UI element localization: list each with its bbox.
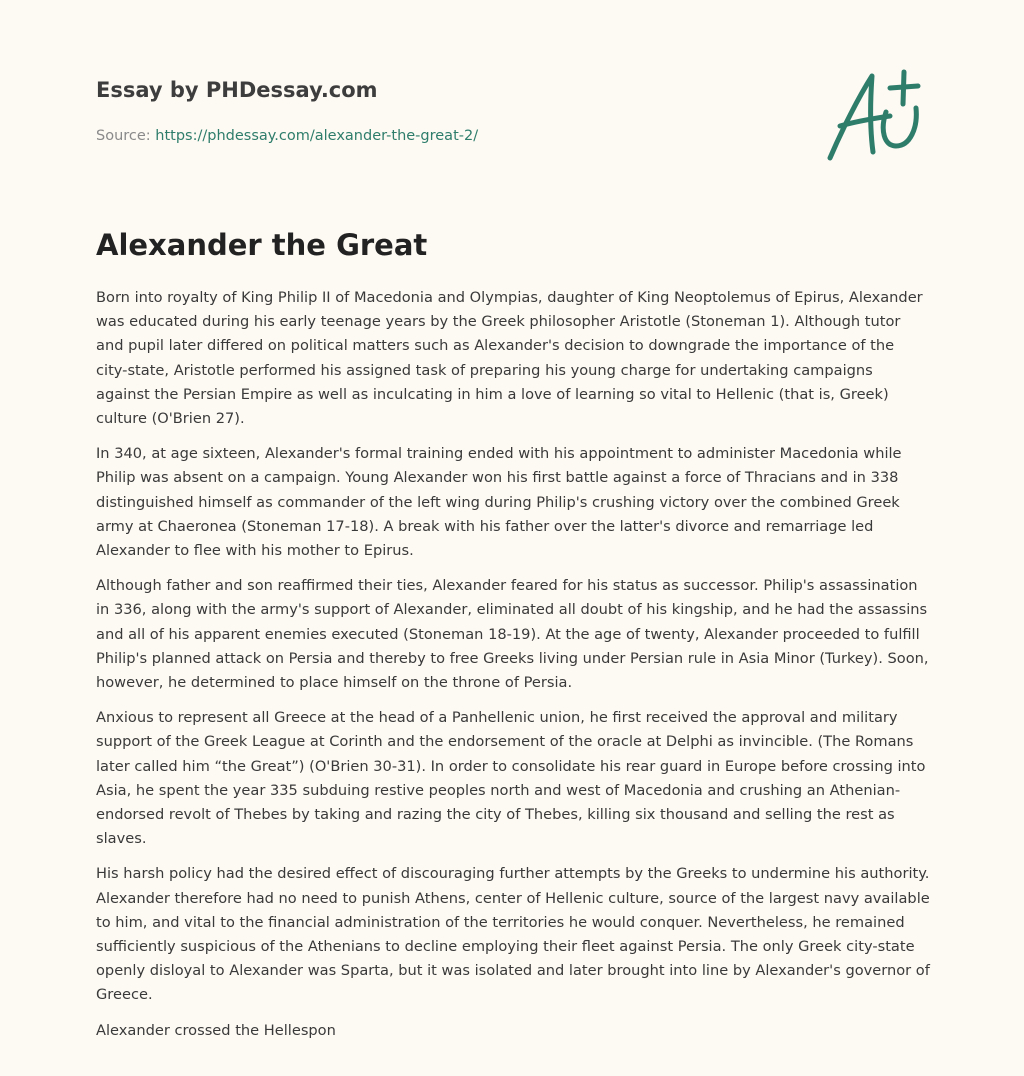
source-line [96, 126, 796, 146]
essay-paragraph: Alexander crossed the Hellespon [96, 1021, 336, 1039]
essay-paragraph: Anxious to represent all Greece at the head of a Panhellenic union, he first received the approval and military support of the Greek League at Corinth and the endorsement of the oracle at Delphi as invincible. (The Romans later called him “the Great”) (O'Brien 30-31). In order to consolidate his rear guard in Europe before crossing into Asia, he spent the year 335 subduing restive peoples north and west of Macedonia and crushing an Athenian-endorsed revolt of Thebes by taking and razing the city of Thebes, killing six thousand and selling the rest as slaves. [96, 709, 926, 848]
essay-paragraph: Although father and son reaffirmed their ties, Alexander feared for his status as successor. Philip's assassination in 336, along with the army's support of Alexander, eliminated all doubt of his kingship, and he had the assassins and all of his apparent enemies executed (Stoneman 18-19). At the age of twenty, Alexander proceeded to fulfill Philip's planned attack on Persia and thereby to free Greeks living under Persian rule in Asia Minor (Turkey). Soon, however, he determined to place himself on the throne of Persia. [96, 577, 929, 692]
essay-paragraph: In 340, at age sixteen, Alexander's formal training ended with his appointment to administer Macedonia while Philip was absent on a campaign. Young Alexander won his first battle against a force of Thracians and in 338 distinguished himself as commander of the left wing during Philip's crushing victory over the combined Greek army at Chaeronea (Stoneman 17-18). A break with his father over the latter's divorce and remarriage led Alexander to flee with his mother to Epirus. [96, 445, 902, 560]
site-brand: Essay by PHDessay.com [96, 78, 378, 102]
essay-title: Alexander the Great [96, 228, 428, 262]
essay-body [96, 286, 930, 1054]
source-link[interactable]: https://phdessay.com/alexander-the-great-2/ [155, 128, 479, 144]
essay-paragraph: His harsh policy had the desired effect of discouraging further attempts by the Greeks to undermine his authority. Alexander therefore had no need to punish Athens, center of Hellenic culture, source of the largest navy available to him, and vital to the financial administration of the territories he would conquer. Nevertheless, he remained sufficiently suspicious of the Athenians to decline employing their fleet against Persia. The only Greek city-state openly disloyal to Alexander was Sparta, but it was isolated and later brought into line by Alexander's governor of Greece. [96, 865, 930, 1004]
essay-paragraph: Born into royalty of King Philip II of Macedonia and Olympias, daughter of King Neoptolemus of Epirus, Alexander was educated during his early teenage years by the Greek philosopher Aristotle (Stoneman 1). Although tutor and pupil later differed on political matters such as Alexander's decision to downgrade the importance of the city-state, Aristotle performed his assigned task of preparing his young charge for undertaking campaigns against the Persian Empire as well as inculcating in him a love of learning so vital to Hellenic (that is, Greek) culture (O'Brien 27). [96, 289, 923, 428]
page-header [96, 76, 796, 146]
a-plus-logo-icon [820, 64, 930, 168]
source-label: Source: [96, 128, 156, 144]
